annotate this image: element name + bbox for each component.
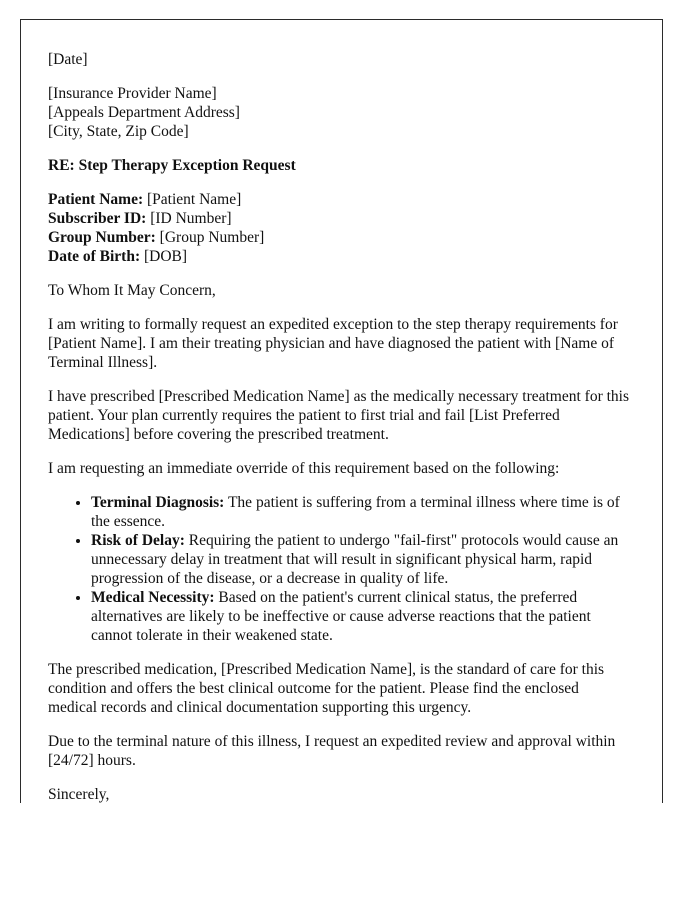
subject-line: RE: Step Therapy Exception Request [48, 157, 296, 174]
patient-field-name [48, 190, 629, 209]
paragraph-expedited-review: Due to the terminal nature of this illness, I request an expedited review and approval within [24/72] hours. [48, 733, 616, 769]
bullet-risk-of-delay [91, 531, 629, 588]
patient-field-name-label: Patient Name: [48, 191, 144, 208]
letter-page-border [20, 19, 663, 803]
patient-field-group-number [48, 228, 629, 247]
letter-body [21, 20, 662, 804]
paragraph-request: I am writing to formally request an expedited exception to the step therapy requirements for [Patient Name]. I am their treating physician and have diagnosed the patient with [Name of Terminal Illness]. [48, 316, 618, 371]
patient-info-block [48, 190, 629, 266]
reasons-list [48, 493, 629, 645]
bullet-medical-necessity-label: Medical Necessity: [91, 589, 215, 606]
patient-field-group-number-value: [Group Number] [159, 229, 265, 246]
bullet-terminal-diagnosis-text: The patient is suffering from a terminal illness where time is of the essence. [91, 494, 620, 530]
date-line: [Date] [48, 51, 88, 68]
paragraph-prescription: I have prescribed [Prescribed Medication Name] as the medically necessary treatment for this patient. Your plan currently requires the patient to first trial and fail [List Preferred Medications] before covering the prescribed treatment. [48, 388, 630, 443]
closing: Sincerely, [48, 786, 110, 803]
salutation: To Whom It May Concern, [48, 282, 216, 299]
bullet-risk-of-delay-text: Requiring the patient to undergo "fail-first" protocols would cause an unnecessary delay in treatment that will result in significant physical harm, rapid progression of the disease, or a decrease in quality of life. [91, 532, 619, 587]
patient-field-dob-value: [DOB] [144, 248, 188, 265]
bullet-terminal-diagnosis [91, 493, 629, 531]
recipient-address-block [48, 84, 629, 141]
patient-field-name-value: [Patient Name] [147, 191, 242, 208]
patient-field-subscriber-id-label: Subscriber ID: [48, 210, 147, 227]
bullet-medical-necessity-text: Based on the patient's current clinical status, the preferred alternatives are likely to be ineffective or cause adverse reactions that the patient cannot tolerate in their weakened state. [91, 589, 591, 644]
recipient-line-city-state-zip: [City, State, Zip Code] [48, 123, 189, 140]
bullet-medical-necessity [91, 588, 629, 645]
patient-field-dob-label: Date of Birth: [48, 248, 141, 265]
patient-field-group-number-label: Group Number: [48, 229, 156, 246]
paragraph-override-intro: I am requesting an immediate override of this requirement based on the following: [48, 460, 560, 477]
patient-field-dob [48, 247, 629, 266]
recipient-line-provider: [Insurance Provider Name] [48, 85, 217, 102]
bullet-risk-of-delay-label: Risk of Delay: [91, 532, 185, 549]
paragraph-standard-of-care: The prescribed medication, [Prescribed Medication Name], is the standard of care for this condition and offers the best clinical outcome for the patient. Please find the enclosed medical records and clinical documentation supporting this urgency. [48, 661, 605, 716]
bullet-terminal-diagnosis-label: Terminal Diagnosis: [91, 494, 225, 511]
recipient-line-address: [Appeals Department Address] [48, 104, 240, 121]
patient-field-subscriber-id-value: [ID Number] [150, 210, 232, 227]
patient-field-subscriber-id [48, 209, 629, 228]
